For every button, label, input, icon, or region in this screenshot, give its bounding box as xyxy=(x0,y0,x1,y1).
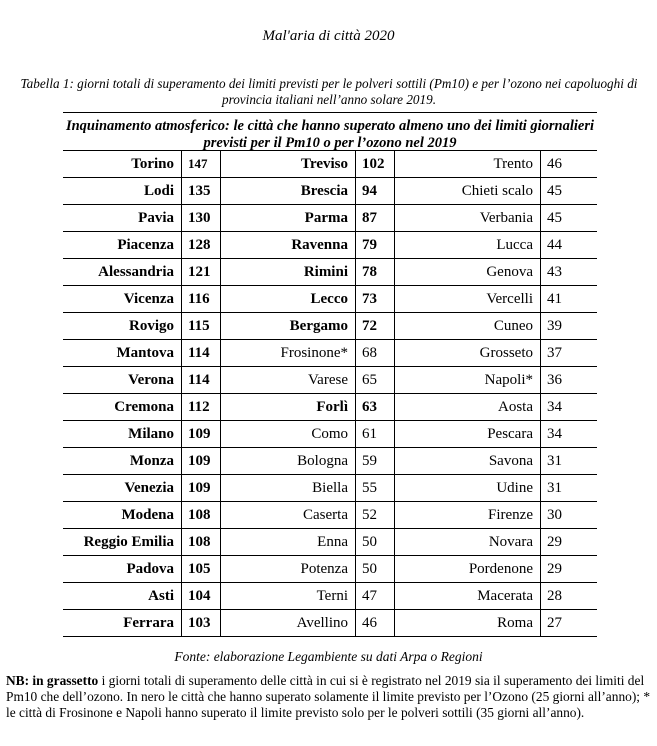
city-name: Verona xyxy=(63,367,181,394)
city-name: Roma xyxy=(395,610,540,637)
days-value: 109 xyxy=(181,448,221,475)
city-name: Parma xyxy=(221,205,355,232)
days-value: 147 xyxy=(181,151,221,178)
table-caption: Tabella 1: giorni totali di superamento dei limiti previsti per le polveri sottili (Pm10) e per l’ozono nei capoluoghi di provincia italiani nell’anno solare 2019. xyxy=(20,76,638,107)
days-value: 34 xyxy=(540,421,597,448)
footnote-label: NB: in grassetto xyxy=(6,673,99,688)
source-note: Fonte: elaborazione Legambiente su dati Arpa o Regioni xyxy=(174,649,483,664)
city-name: Avellino xyxy=(221,610,355,637)
city-name: Lecco xyxy=(221,286,355,313)
footnote-text: i giorni totali di superamento delle città in cui si è registrato nel 2019 sia il superamento dei limiti del Pm10 che dell’ozono. In nero le città che hanno superato solamente il limite previsto per l’Ozono (25 giorni all’anno); * le città di Frosinone e Napoli hanno superato il limite previsto solo per le polveri sottili (35 giorni all’anno). xyxy=(6,673,651,720)
days-value: 108 xyxy=(181,529,221,556)
city-name: Macerata xyxy=(395,583,540,610)
days-value: 55 xyxy=(355,475,395,502)
days-value: 36 xyxy=(540,367,597,394)
document-title: Mal'aria di città 2020 xyxy=(262,28,395,44)
days-value: 28 xyxy=(540,583,597,610)
city-name: Mantova xyxy=(63,340,181,367)
city-name: Asti xyxy=(63,583,181,610)
days-value: 109 xyxy=(181,421,221,448)
days-value: 94 xyxy=(355,178,395,205)
city-name: Ravenna xyxy=(221,232,355,259)
city-name: Novara xyxy=(395,529,540,556)
days-value: 39 xyxy=(540,313,597,340)
days-value: 114 xyxy=(181,367,221,394)
days-value: 59 xyxy=(355,448,395,475)
days-value: 102 xyxy=(355,151,395,178)
days-value: 50 xyxy=(355,556,395,583)
days-value: 52 xyxy=(355,502,395,529)
days-value: 112 xyxy=(181,394,221,421)
days-value: 115 xyxy=(181,313,221,340)
city-name: Varese xyxy=(221,367,355,394)
days-value: 43 xyxy=(540,259,597,286)
pollution-table xyxy=(63,112,597,637)
city-name: Udine xyxy=(395,475,540,502)
days-value: 31 xyxy=(540,448,597,475)
city-name: Torino xyxy=(63,151,181,178)
days-value: 30 xyxy=(540,502,597,529)
city-name: Genova xyxy=(395,259,540,286)
city-name: Vercelli xyxy=(395,286,540,313)
city-name: Bergamo xyxy=(221,313,355,340)
days-value: 31 xyxy=(540,475,597,502)
days-value: 61 xyxy=(355,421,395,448)
days-value: 105 xyxy=(181,556,221,583)
city-name: Biella xyxy=(221,475,355,502)
days-value: 103 xyxy=(181,610,221,637)
city-name: Cuneo xyxy=(395,313,540,340)
days-value: 63 xyxy=(355,394,395,421)
days-value: 121 xyxy=(181,259,221,286)
days-value: 29 xyxy=(540,529,597,556)
days-value: 41 xyxy=(540,286,597,313)
city-name: Napoli* xyxy=(395,367,540,394)
city-name: Frosinone* xyxy=(221,340,355,367)
days-value: 47 xyxy=(355,583,395,610)
days-value: 29 xyxy=(540,556,597,583)
city-name: Piacenza xyxy=(63,232,181,259)
city-name: Alessandria xyxy=(63,259,181,286)
days-value: 128 xyxy=(181,232,221,259)
city-name: Padova xyxy=(63,556,181,583)
days-value: 27 xyxy=(540,610,597,637)
days-value: 37 xyxy=(540,340,597,367)
city-name: Pavia xyxy=(63,205,181,232)
days-value: 46 xyxy=(540,151,597,178)
days-value: 72 xyxy=(355,313,395,340)
city-name: Firenze xyxy=(395,502,540,529)
city-name: Caserta xyxy=(221,502,355,529)
days-value: 68 xyxy=(355,340,395,367)
days-value: 73 xyxy=(355,286,395,313)
days-value: 34 xyxy=(540,394,597,421)
city-name: Enna xyxy=(221,529,355,556)
city-name: Verbania xyxy=(395,205,540,232)
city-name: Grosseto xyxy=(395,340,540,367)
city-name: Aosta xyxy=(395,394,540,421)
city-name: Terni xyxy=(221,583,355,610)
city-name: Savona xyxy=(395,448,540,475)
city-name: Trento xyxy=(395,151,540,178)
days-value: 130 xyxy=(181,205,221,232)
city-name: Lucca xyxy=(395,232,540,259)
city-name: Ferrara xyxy=(63,610,181,637)
city-name: Pordenone xyxy=(395,556,540,583)
days-value: 135 xyxy=(181,178,221,205)
city-name: Bologna xyxy=(221,448,355,475)
days-value: 104 xyxy=(181,583,221,610)
days-value: 114 xyxy=(181,340,221,367)
city-name: Potenza xyxy=(221,556,355,583)
days-value: 108 xyxy=(181,502,221,529)
footnote xyxy=(6,673,652,721)
city-name: Milano xyxy=(63,421,181,448)
city-name: Lodi xyxy=(63,178,181,205)
city-name: Venezia xyxy=(63,475,181,502)
city-name: Monza xyxy=(63,448,181,475)
city-name: Cremona xyxy=(63,394,181,421)
city-name: Vicenza xyxy=(63,286,181,313)
days-value: 109 xyxy=(181,475,221,502)
days-value: 79 xyxy=(355,232,395,259)
city-name: Pescara xyxy=(395,421,540,448)
days-value: 50 xyxy=(355,529,395,556)
table-header: Inquinamento atmosferico: le città che hanno superato almeno uno dei limiti giornalieri previsti per il Pm10 o per l’ozono nel 2019 xyxy=(63,113,597,151)
city-name: Como xyxy=(221,421,355,448)
city-name: Rovigo xyxy=(63,313,181,340)
city-name: Modena xyxy=(63,502,181,529)
days-value: 44 xyxy=(540,232,597,259)
days-value: 46 xyxy=(355,610,395,637)
table-grid xyxy=(63,151,597,637)
days-value: 45 xyxy=(540,178,597,205)
city-name: Treviso xyxy=(221,151,355,178)
days-value: 78 xyxy=(355,259,395,286)
days-value: 116 xyxy=(181,286,221,313)
days-value: 87 xyxy=(355,205,395,232)
days-value: 45 xyxy=(540,205,597,232)
city-name: Chieti scalo xyxy=(395,178,540,205)
city-name: Reggio Emilia xyxy=(63,529,181,556)
city-name: Forlì xyxy=(221,394,355,421)
days-value: 65 xyxy=(355,367,395,394)
city-name: Rimini xyxy=(221,259,355,286)
city-name: Brescia xyxy=(221,178,355,205)
